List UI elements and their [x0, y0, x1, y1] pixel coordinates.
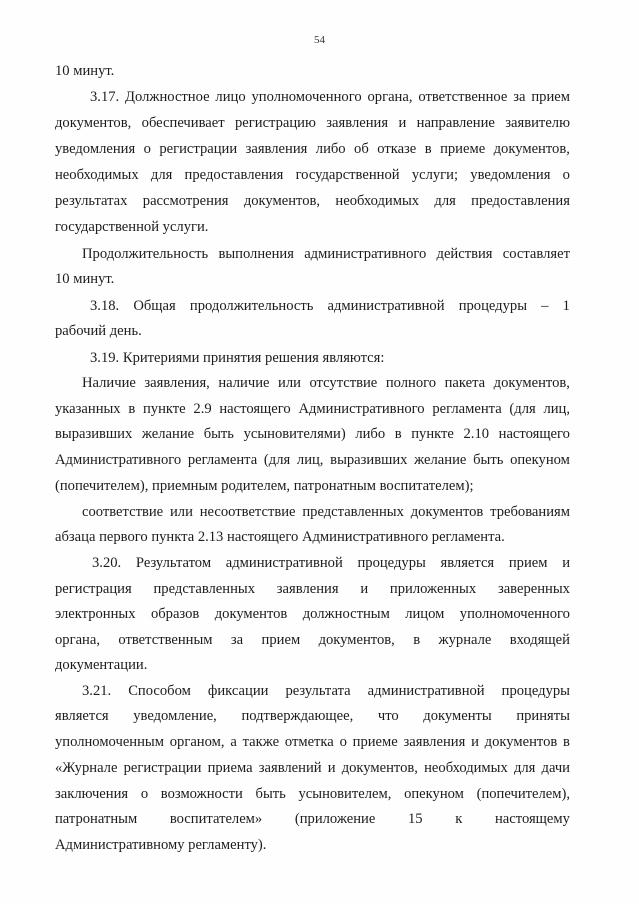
word: 15 — [408, 811, 423, 827]
word: заявителю — [505, 115, 570, 131]
word: документов, — [341, 760, 418, 776]
word: выразивших — [55, 426, 133, 442]
word: отсутствие — [309, 375, 378, 391]
word: продолжительность — [189, 298, 314, 314]
word: прием — [508, 555, 548, 571]
word: лицом — [405, 606, 445, 622]
word: в — [413, 632, 421, 648]
word: о — [339, 734, 347, 750]
word: документов — [410, 504, 484, 520]
word: о — [143, 141, 151, 157]
word: документы — [423, 708, 492, 724]
word: – — [541, 298, 549, 314]
word: Наличие — [82, 375, 136, 391]
word: прием — [531, 89, 570, 105]
text-line — [82, 682, 570, 700]
word: несоответствие — [199, 504, 296, 520]
word: документов, — [55, 115, 132, 131]
word: Административного — [55, 452, 182, 468]
word: возможности — [160, 786, 243, 802]
word: результатах — [55, 193, 128, 209]
word: процедуры — [458, 298, 528, 314]
word: уполномоченным — [55, 734, 164, 750]
word: и — [471, 734, 479, 750]
word: 2.9 — [193, 401, 212, 417]
word: 3.17. — [90, 89, 120, 105]
word: для — [434, 193, 456, 209]
word: приема — [207, 760, 253, 776]
word: приняты — [516, 708, 570, 724]
word: в — [424, 141, 432, 157]
word: государственной — [295, 167, 400, 183]
text-line — [55, 192, 570, 210]
word: заявления — [403, 734, 466, 750]
word: действия — [436, 246, 493, 262]
text-line: (попечителем), приемным родителем, патронатным воспитателем); — [55, 478, 474, 494]
word: приложенных — [389, 581, 477, 597]
text-line — [55, 425, 570, 443]
text-line — [90, 88, 570, 106]
word: (приложение — [294, 811, 376, 827]
text-line: 3.19. Критериями принятия решения являются: — [90, 350, 385, 366]
text-line — [55, 707, 570, 725]
word: и — [327, 760, 336, 776]
word: направление — [416, 115, 495, 131]
word: опекуном — [404, 786, 464, 802]
word: представленных — [302, 504, 404, 520]
word: пункте — [411, 426, 454, 442]
word: фиксации — [207, 683, 269, 699]
word: что — [377, 708, 399, 724]
text-line: 10 минут. — [55, 271, 115, 287]
word: прием — [261, 632, 301, 648]
word: предоставления — [471, 193, 570, 209]
word: усыновителями) — [243, 426, 346, 442]
word: требованиям — [490, 504, 570, 520]
word: выполнения — [218, 246, 294, 262]
word: административной — [225, 555, 343, 571]
word: является — [440, 555, 495, 571]
word: желание — [141, 426, 195, 442]
word: регламента — [187, 452, 258, 468]
word: Продолжительность — [82, 246, 209, 262]
word: 2.10 — [463, 426, 490, 442]
text-line — [55, 631, 570, 649]
word: документов, — [243, 193, 321, 209]
word: административного — [304, 246, 427, 262]
word: регламента — [432, 401, 502, 417]
word: административной — [327, 298, 445, 314]
word: документов — [214, 606, 288, 622]
word: Результатом — [135, 555, 212, 571]
word: Общая — [133, 298, 176, 314]
word: усыновителем, — [298, 786, 392, 802]
word: приеме — [352, 734, 398, 750]
word: за — [230, 632, 244, 648]
text-line — [55, 451, 570, 469]
word: предоставления — [184, 167, 284, 183]
word: за — [513, 89, 526, 105]
word: наличие — [218, 375, 270, 391]
word: услуги; — [411, 167, 459, 183]
text-line: документации. — [55, 657, 148, 673]
word: административной — [367, 683, 485, 699]
word: также — [242, 734, 280, 750]
word: о — [140, 786, 149, 802]
word: заявления, — [144, 375, 210, 391]
word: в — [563, 734, 570, 750]
word: к — [455, 811, 463, 827]
word: ответственным — [118, 632, 213, 648]
word: образов — [150, 606, 200, 622]
text-line — [92, 554, 570, 572]
text-line — [82, 245, 570, 263]
text-line — [55, 759, 570, 777]
word: 3.18. — [90, 298, 120, 314]
word: и — [398, 115, 407, 131]
word: отказе — [377, 141, 417, 157]
word: «Журнале — [55, 760, 118, 776]
word: необходимых — [424, 760, 508, 776]
word: (для — [509, 401, 536, 417]
word: документов, — [493, 141, 570, 157]
text-line — [82, 374, 570, 392]
word: воспитателем» — [169, 811, 263, 827]
word: уведомления — [55, 141, 136, 157]
word: или — [169, 504, 193, 520]
word: и — [562, 555, 570, 571]
word: журнале — [438, 632, 492, 648]
word: необходимых — [55, 167, 139, 183]
text-line — [55, 733, 570, 751]
word: заверенных — [497, 581, 570, 597]
word: настоящего — [498, 426, 570, 442]
word: Административного — [298, 401, 425, 417]
text-line: 10 минут. — [55, 63, 115, 79]
word: и — [360, 581, 369, 597]
word: должностным — [302, 606, 390, 622]
word: входящей — [509, 632, 570, 648]
word: дачи — [541, 760, 570, 776]
word: пакета — [444, 375, 486, 391]
word: подтверждающее, — [241, 708, 354, 724]
word: регистрации — [159, 141, 238, 157]
word: уведомления — [470, 167, 551, 183]
word: или — [278, 375, 301, 391]
word: рассмотрения — [142, 193, 229, 209]
word: является — [55, 708, 109, 724]
word: представленных — [153, 581, 256, 597]
word: о — [562, 167, 570, 183]
word: (попечителем), — [476, 786, 570, 802]
word: документов, — [493, 375, 570, 391]
word: для — [150, 167, 173, 183]
text-line — [55, 400, 570, 418]
word: необходимых — [335, 193, 420, 209]
text-line: рабочий день. — [55, 323, 142, 339]
word: соответствие — [82, 504, 164, 520]
word: заявления — [245, 141, 308, 157]
word: приеме — [440, 141, 486, 157]
word: 3.20. — [92, 555, 122, 571]
text-line: Административному регламенту). — [55, 837, 267, 853]
word: в — [128, 401, 136, 417]
word: патронатным — [55, 811, 138, 827]
word: обеспечивает — [141, 115, 225, 131]
word: регистрацию — [235, 115, 316, 131]
word: Должностное — [125, 89, 210, 105]
word: лиц, — [543, 401, 570, 417]
text-line — [55, 810, 570, 828]
word: быть — [473, 452, 504, 468]
text-line — [55, 785, 570, 803]
word: (для — [263, 452, 291, 468]
word: быть — [203, 426, 234, 442]
word: об — [354, 141, 369, 157]
word: процедуры — [501, 683, 570, 699]
word: регистрация — [55, 581, 132, 597]
text-line — [82, 503, 570, 521]
text-line — [55, 580, 570, 598]
word: настоящему — [495, 811, 570, 827]
word: результата — [285, 683, 351, 699]
word: настоящего — [219, 401, 291, 417]
word: органом, — [169, 734, 225, 750]
word: органа, — [55, 632, 100, 648]
word: ответственное — [418, 89, 508, 105]
word: 1 — [562, 298, 570, 314]
word: указанных — [55, 401, 121, 417]
word: процедуры — [357, 555, 426, 571]
word: в — [394, 426, 402, 442]
word: уведомление, — [133, 708, 217, 724]
text-line — [55, 114, 570, 132]
text-line — [55, 166, 570, 184]
word: регистрации — [123, 760, 202, 776]
word: полного — [385, 375, 437, 391]
text-line — [55, 140, 570, 158]
word: быть — [255, 786, 286, 802]
word: выразивших — [330, 452, 408, 468]
text-line: государственной услуги. — [55, 219, 209, 235]
word: а — [230, 734, 237, 750]
text-line — [90, 297, 570, 315]
word: опекуном — [510, 452, 570, 468]
word: отметка — [284, 734, 334, 750]
text-line — [55, 605, 570, 623]
word: документов, — [318, 632, 395, 648]
word: лицо — [215, 89, 246, 105]
word: заключения — [55, 786, 129, 802]
word: заявления — [326, 115, 389, 131]
word: составляет — [502, 246, 570, 262]
word: пункте — [142, 401, 186, 417]
word: для — [513, 760, 536, 776]
word: электронных — [55, 606, 136, 622]
word: уполномоченного — [459, 606, 570, 622]
word: лиц, — [296, 452, 324, 468]
word: 3.21. — [82, 683, 112, 699]
page-number: 54 — [314, 34, 325, 46]
word: уполномоченного — [251, 89, 362, 105]
word: органа, — [367, 89, 413, 105]
word: заявлений — [258, 760, 322, 776]
text-line: абзаца первого пункта 2.13 настоящего Административного регламента. — [55, 529, 505, 545]
word: заявления — [276, 581, 339, 597]
word: документов — [484, 734, 558, 750]
word: Способом — [128, 683, 191, 699]
word: желание — [414, 452, 467, 468]
word: либо — [355, 426, 386, 442]
word: либо — [315, 141, 346, 157]
